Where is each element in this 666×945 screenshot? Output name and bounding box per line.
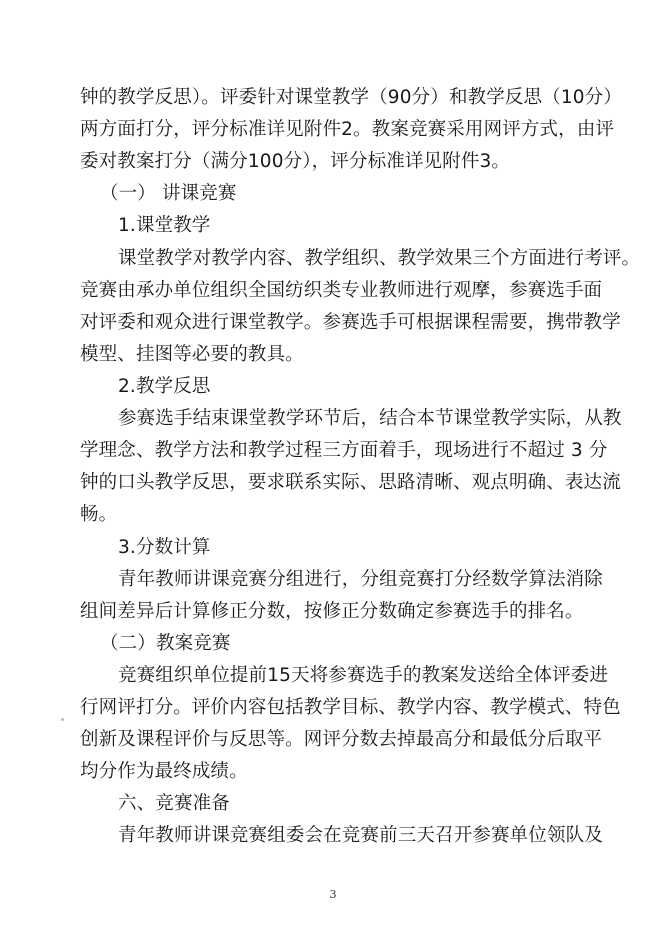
body-text-line: 模型、挂图等必要的教具。 (80, 344, 304, 365)
body-text-line: 钟的口头教学反思，要求联系实际、思路清晰、观点明确、表达流 (80, 472, 621, 493)
body-text-line: 创新及课程评价与反思等。网评分数去掉最高分和最低分后取平 (80, 729, 603, 750)
body-text-line: 组间差异后计算修正分数，按修正分数确定参赛选手的排名。 (80, 601, 584, 622)
body-text-line: 课堂教学对教学内容、教学组织、教学效果三个方面进行考评。 (118, 248, 641, 269)
body-text-line: 竞赛组织单位提前15天将参赛选手的教案发送给全体评委进 (118, 665, 609, 686)
page-number: 3 (329, 888, 337, 901)
body-text-line: 竞赛由承办单位组织全国纺织类专业教师进行观摩，参赛选手面 (80, 280, 603, 301)
subheading-classroom-teaching: 1.课堂教学 (118, 215, 211, 236)
section-heading-lecture-competition: （一） 讲课竞赛 (100, 183, 237, 204)
body-text-line: 委对教案打分（满分100分），评分标准详见附件3。 (80, 151, 511, 172)
subheading-teaching-reflection: 2.教学反思 (118, 376, 211, 397)
body-text-line: 畅。 (80, 504, 118, 525)
body-text-line: 青年教师讲课竞赛组委会在竞赛前三天召开参赛单位领队及 (118, 825, 603, 846)
body-text-line: 对评委和观众进行课堂教学。参赛选手可根据课程需要，携带教学 (80, 312, 621, 333)
body-text-line: 行网评打分。评价内容包括教学目标、教学内容、教学模式、特色 (80, 697, 621, 718)
body-text-line: 青年教师讲课竞赛分组进行，分组竞赛打分经数学算法消除 (118, 569, 603, 590)
body-text-line: 均分作为最终成绩。 (80, 761, 248, 782)
body-text-line: 参赛选手结束课堂教学环节后，结合本节课堂教学实际，从教 (118, 408, 622, 429)
body-text-line: 学理念、教学方法和教学过程三方面着手，现场进行不超过 3 分 (80, 440, 608, 461)
subheading-score-calculation: 3.分数计算 (118, 537, 211, 558)
body-text-line: 钟的教学反思）。评委针对课堂教学（90分）和教学反思（10分） (80, 87, 622, 108)
scan-speck (61, 718, 64, 721)
section-heading-lesson-plan-competition: （二）教案竞赛 (100, 633, 231, 654)
section-heading-competition-preparation: 六、竞赛准备 (118, 793, 230, 814)
body-text-line: 两方面打分，评分标准详见附件2。教案竞赛采用网评方式，由评 (80, 119, 615, 140)
